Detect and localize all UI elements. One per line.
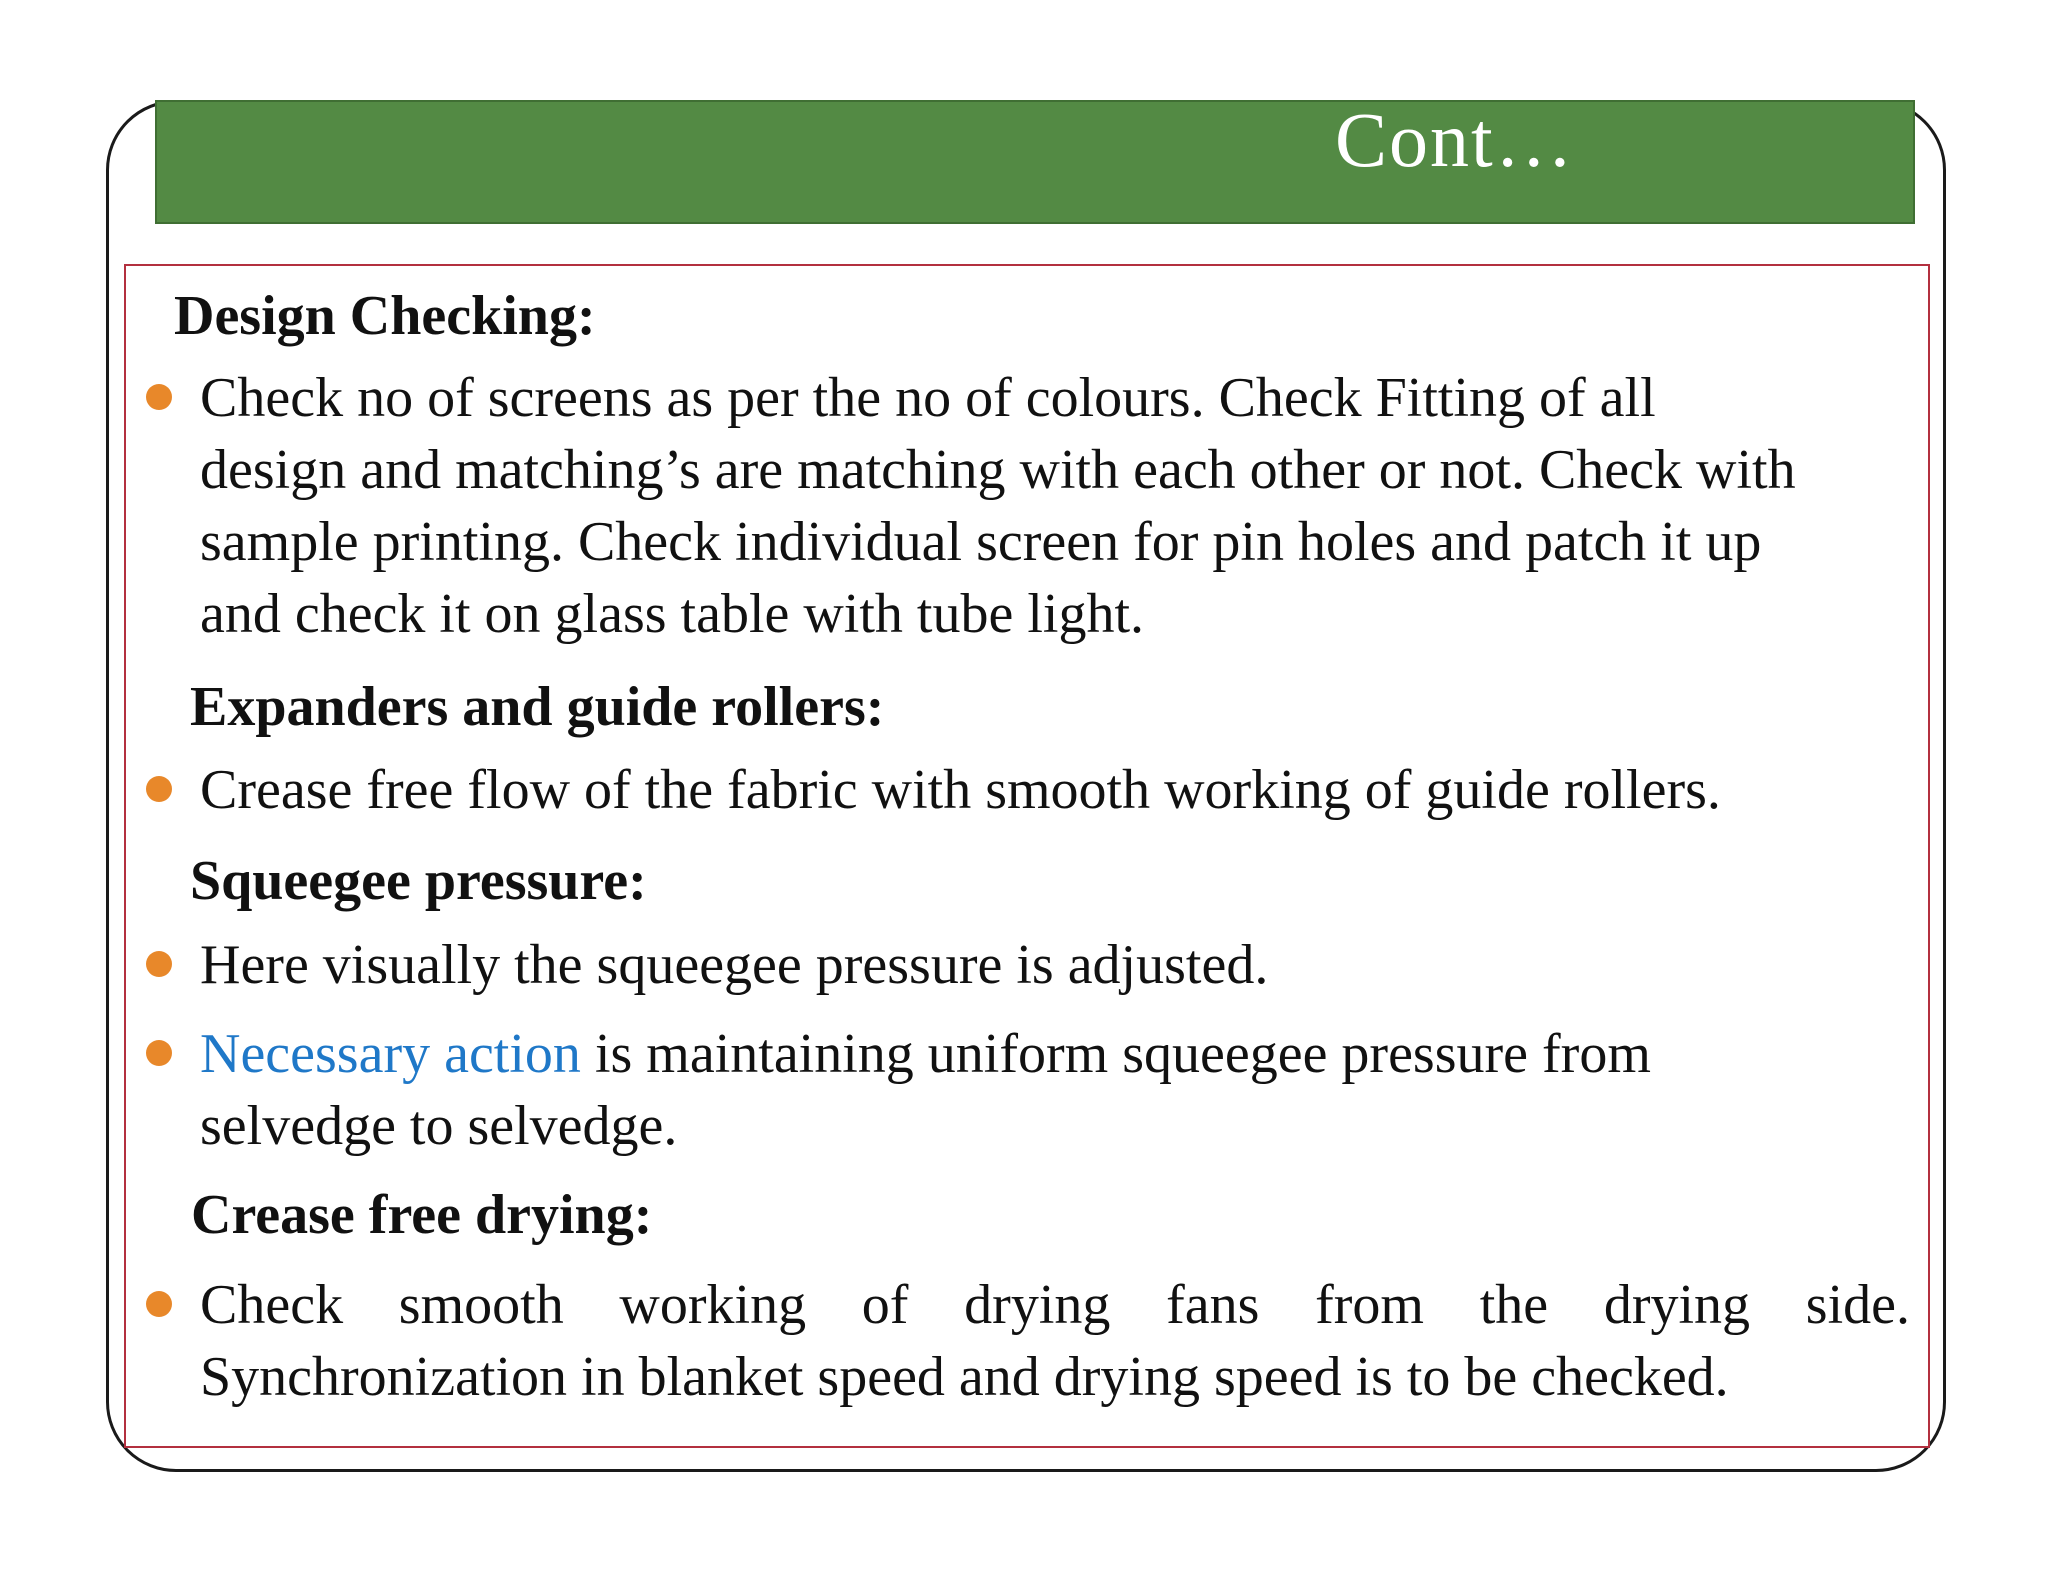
bullet-icon: [146, 1040, 172, 1066]
word: from: [1315, 1274, 1424, 1336]
text-line-justified: [200, 1269, 1910, 1341]
word: smooth: [398, 1274, 564, 1336]
slide-title: Cont…: [1335, 96, 1575, 183]
section-heading-drying: Crease free drying:: [191, 1184, 653, 1246]
text-line: Synchronization in blanket speed and drying speed is to be checked.: [200, 1346, 1729, 1408]
text-line: Crease free flow of the fabric with smooth working of guide rollers.: [200, 759, 1721, 821]
text-line: sample printing. Check individual screen for pin holes and patch it up: [200, 511, 1762, 573]
word: working: [619, 1274, 807, 1336]
bullet-text-necessary-action: [200, 1018, 1651, 1162]
word: fans: [1166, 1274, 1260, 1336]
word: Check: [200, 1274, 344, 1336]
highlighted-text: Necessary action: [200, 1023, 581, 1085]
text-span: is maintaining uniform squeegee pressure from: [580, 1023, 1651, 1085]
word: of: [861, 1274, 909, 1336]
section-heading-design-checking: Design Checking:: [174, 285, 596, 347]
word: drying: [1603, 1274, 1751, 1336]
title-bar: [155, 96, 1915, 224]
text-line: [200, 1018, 1651, 1090]
text-line: Here visually the squeegee pressure is adjusted.: [200, 934, 1269, 996]
bullet-icon: [146, 951, 172, 977]
word: the: [1479, 1274, 1549, 1336]
bullet-text-design-checking: [200, 362, 1796, 650]
word: side.: [1805, 1274, 1910, 1336]
bullet-icon: [146, 1291, 172, 1317]
section-heading-expanders: Expanders and guide rollers:: [190, 676, 885, 738]
bullet-icon: [146, 776, 172, 802]
word: drying: [964, 1274, 1111, 1336]
bullet-text-squeegee-adjusted: [200, 929, 1268, 1001]
bullet-text-expanders: [200, 754, 1721, 826]
text-line: design and matching’s are matching with each other or not. Check with: [200, 439, 1796, 501]
text-line: and check it on glass table with tube light.: [200, 583, 1145, 645]
text-line: Check no of screens as per the no of colours. Check Fitting of all: [200, 367, 1656, 429]
text-line: selvedge to selvedge.: [200, 1095, 678, 1157]
bullet-icon: [146, 384, 172, 410]
section-heading-squeegee: Squeegee pressure:: [190, 850, 647, 912]
bullet-text-drying: [200, 1269, 1910, 1413]
